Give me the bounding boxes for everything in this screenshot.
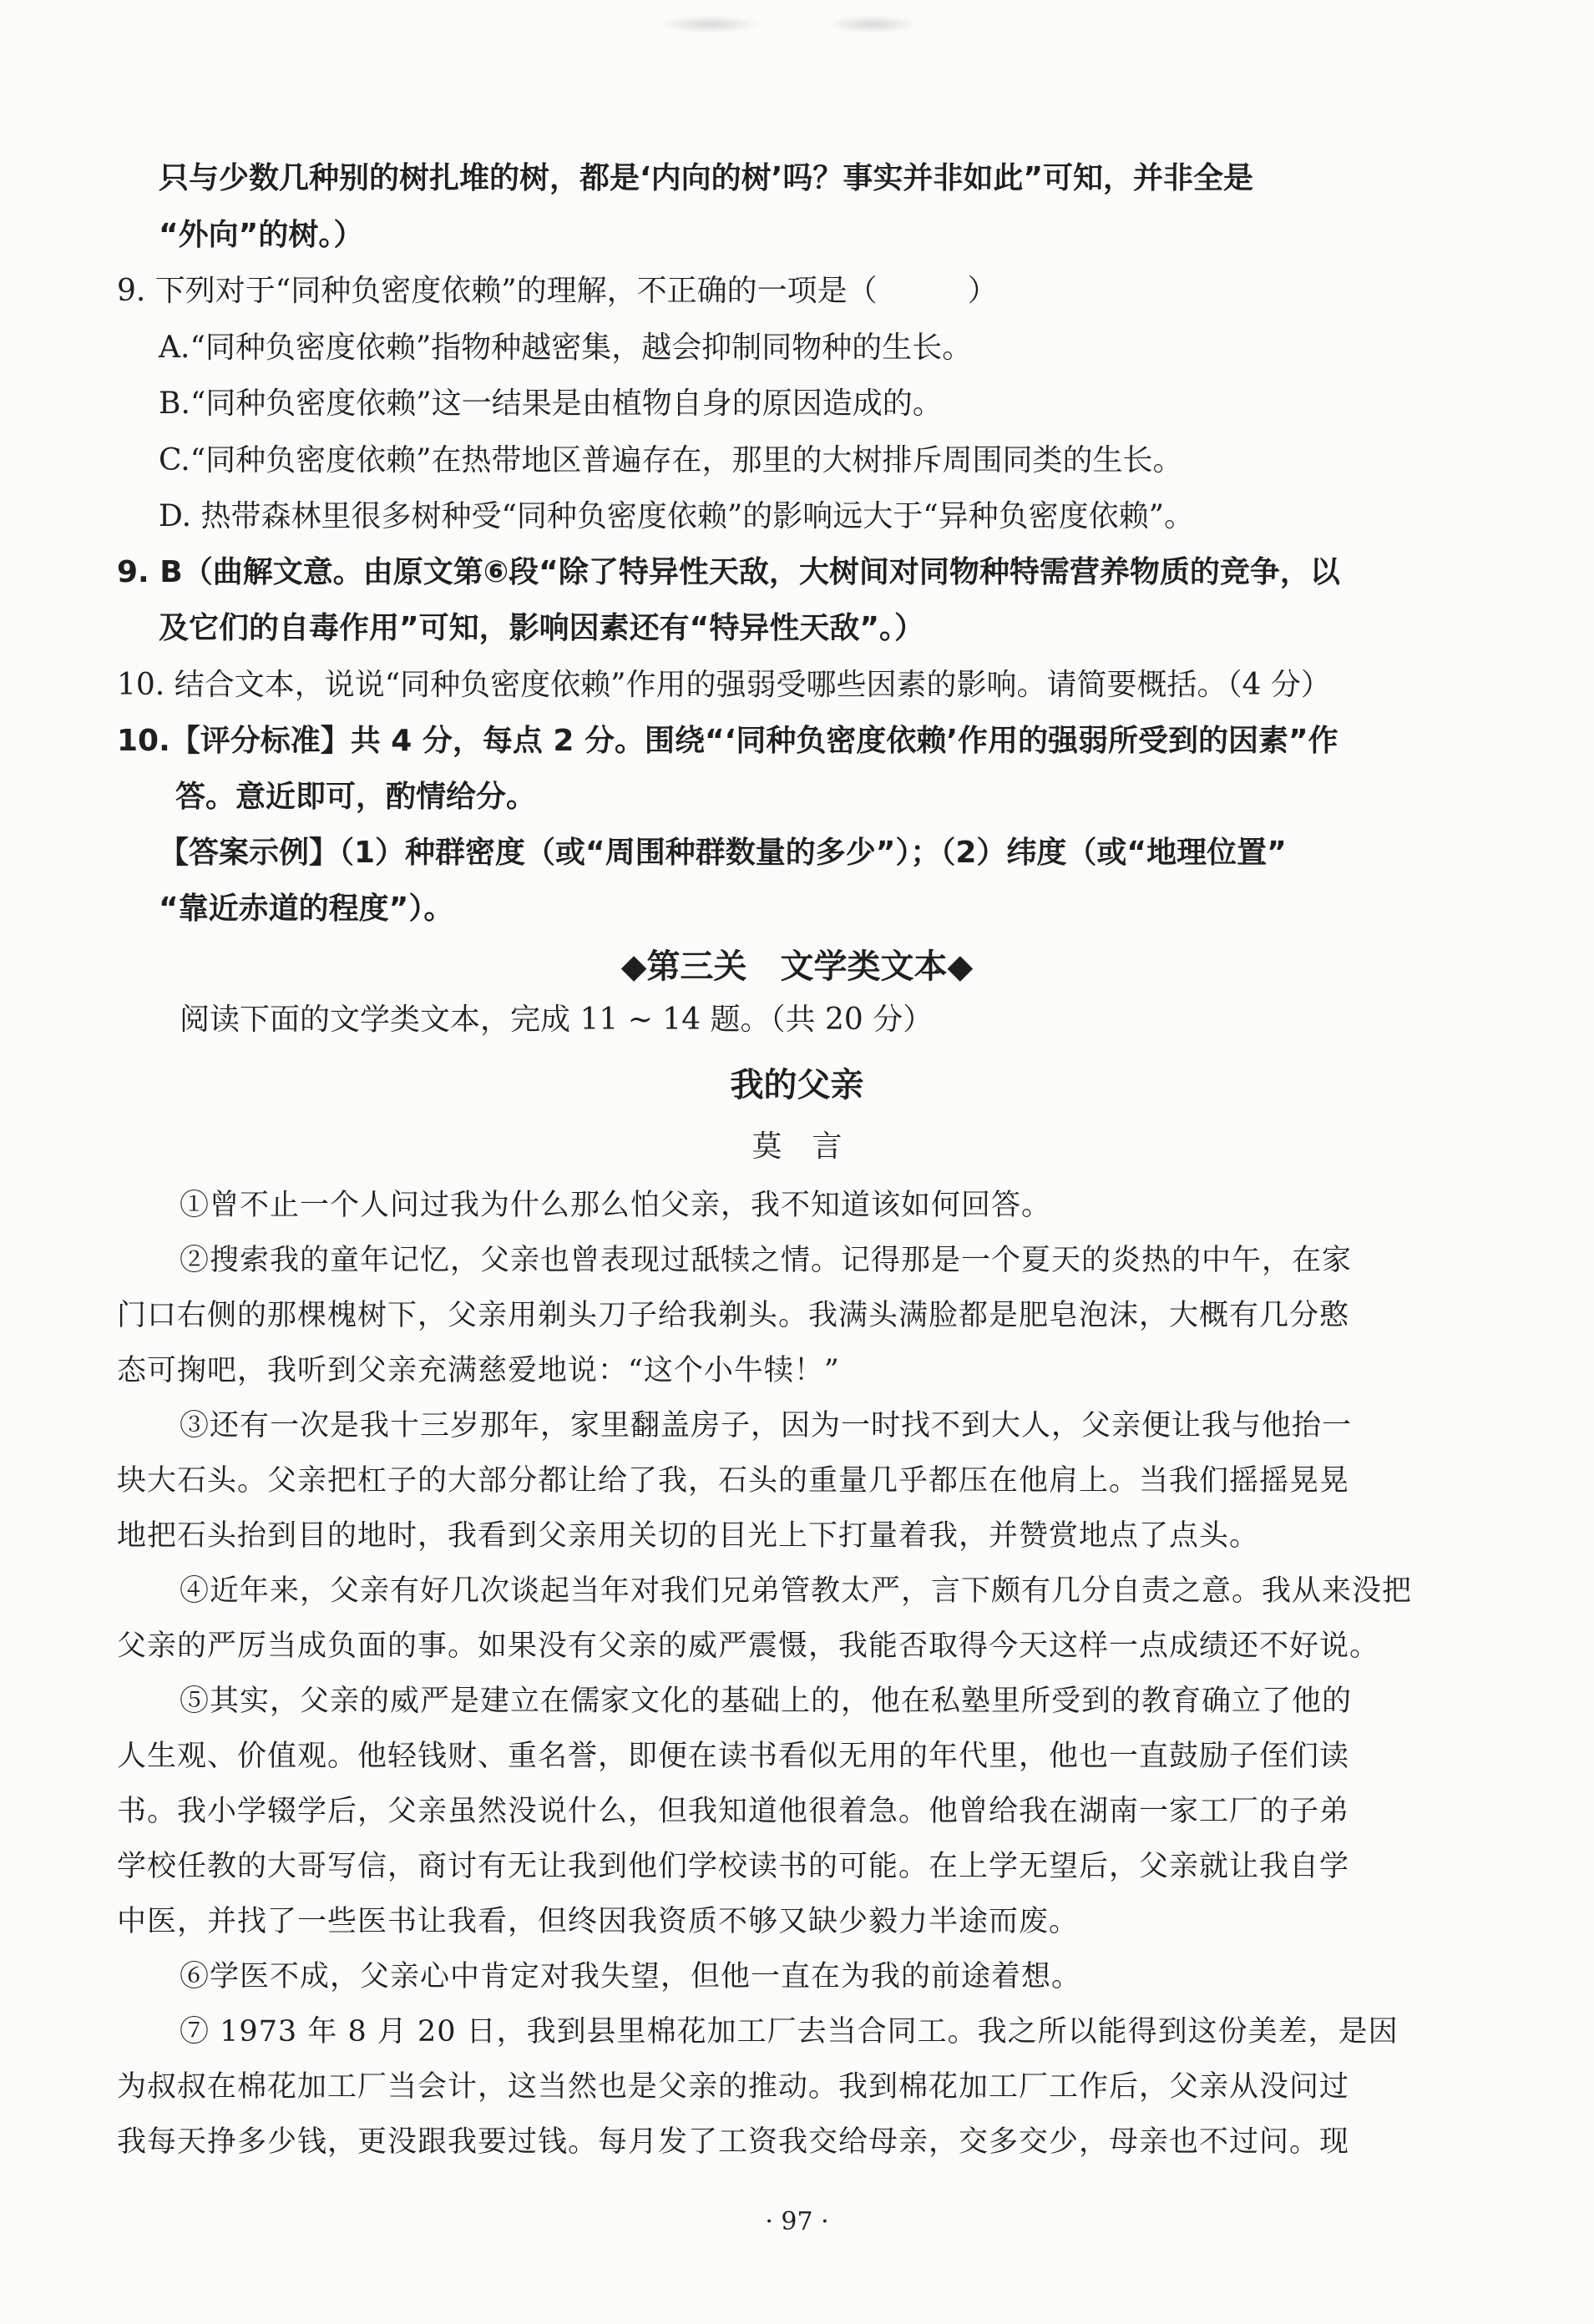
answer-9-cont: 及它们的自毒作用”可知，影响因素还有“特异性天敌”。） [159,611,924,645]
option-c: C.“同种负密度依赖”在热带地区普遍存在，那里的大树排斥周围同类的生长。 [159,443,1183,477]
paragraph-line: 我每天挣多少钱，更没跟我要过钱。每月发了工资我交给母亲，交多交少，母亲也不过问。现 [117,2125,1350,2159]
paragraph-line: ⑥学医不成，父亲心中肯定对我失望，但他一直在为我的前途着想。 [180,1960,1082,1993]
paragraph-line: 人生观、价值观。他轻钱财、重名誉，即便在读书看似无用的年代里，他也一直鼓励子侄们读 [117,1740,1350,1773]
paragraph-line: 书。我小学辍学后，父亲虽然没说什么，但我知道他很着急。他曾给我在湖南一家工厂的子弟 [117,1795,1350,1828]
section-heading: ◆第三关 文学类文本◆ [620,947,974,986]
answer-example-cont: “靠近赤道的程度”）。 [159,892,454,926]
scan-smudge [660,15,760,33]
paragraph-line: ④近年来，父亲有好几次谈起当年对我们兄弟管教太严，言下颇有几分自责之意。我从来没把 [180,1574,1413,1608]
paragraph-line: ①曾不止一个人问过我为什么那么怕父亲，我不知道该如何回答。 [180,1189,1052,1222]
paragraph-line: ②搜索我的童年记忆，父亲也曾表现过舐犊之情。记得那是一个夏天的炎热的中午，在家 [180,1244,1353,1277]
option-b: B.“同种负密度依赖”这一结果是由植物自身的原因造成的。 [159,386,943,421]
scan-smudge [827,15,918,33]
paragraph-line: ⑦ 1973 年 8 月 20 日，我到县里棉花加工厂去当合同工。我之所以能得到这份美差，是因 [180,2015,1399,2049]
answer-9: 9. B（曲解文意。由原文第⑥段“除了特异性天敌，大树间对同物种特需营养物质的竞争，以 [117,555,1340,589]
paragraph-line: 中医，并找了一些医书让我看，但终因我资质不够又缺少毅力半途而废。 [117,1905,1080,1938]
option-d: D. 热带森林里很多树种受“同种负密度依赖”的影响远大于“异种负密度依赖”。 [159,499,1195,533]
text-line: “外向”的树。） [159,218,364,252]
article-author: 莫 言 [751,1129,843,1164]
answer-10-cont: 答。意近即可，酌情给分。 [175,780,537,814]
paragraph-line: 学校任教的大哥写信，商讨有无让我到他们学校读书的可能。在上学无望后，父亲就让我自学 [117,1850,1350,1883]
instruction: 阅读下面的文学类文本，完成 11 ~ 14 题。（共 20 分） [180,1003,934,1037]
question-10: 10. 结合文本，说说“同种负密度依赖”作用的强弱受哪些因素的影响。请简要概括。（4 分） [117,668,1331,702]
paragraph-line: 地把石头抬到目的地时，我看到父亲用关切的目光上下打量着我，并赞赏地点了点头。 [117,1519,1260,1553]
paragraph-line: ③还有一次是我十三岁那年，家里翻盖房子，因为一时找不到大人，父亲便让我与他抬一 [180,1409,1353,1442]
option-a: A.“同种负密度依赖”指物种越密集，越会抑制同物种的生长。 [159,331,973,365]
paragraph-line: ⑤其实，父亲的威严是建立在儒家文化的基础上的，他在私塾里所受到的教育确立了他的 [180,1685,1353,1718]
paragraph-line: 态可掬吧，我听到父亲充满慈爱地说：“这个小牛犊！” [117,1354,840,1387]
answer-example: 【答案示例】（1）种群密度（或“周围种群数量的多少”）；（2）纬度（或“地理位置” [159,836,1287,870]
article-title: 我的父亲 [730,1066,864,1104]
question-9: 9. 下列对于“同种负密度依赖”的理解，不正确的一项是（ ） [117,274,998,308]
paragraph-line: 为叔叔在棉花加工厂当会计，这当然也是父亲的推动。我到棉花加工厂工作后，父亲从没问过 [117,2070,1350,2104]
answer-10: 10.【评分标准】共 4 分，每点 2 分。围绕“‘同种负密度依赖’作用的强弱所受到的因素”作 [117,724,1338,758]
paragraph-line: 门口右侧的那棵槐树下，父亲用剃头刀子给我剃头。我满头满脸都是肥皂泡沫，大概有几分憨 [117,1299,1350,1332]
paragraph-line: 父亲的严厉当成负面的事。如果没有父亲的威严震慑，我能否取得今天这样一点成绩还不好说。 [117,1629,1380,1663]
text-line: 只与少数几种别的树扎堆的树，都是‘内向的树’吗？事实并非如此”可知，并非全是 [159,161,1254,195]
paragraph-line: 块大石头。父亲把杠子的大部分都让给了我，石头的重量几乎都压在他肩上。当我们摇摇晃晃 [117,1464,1350,1498]
page-number: · 97 · [765,2207,829,2236]
